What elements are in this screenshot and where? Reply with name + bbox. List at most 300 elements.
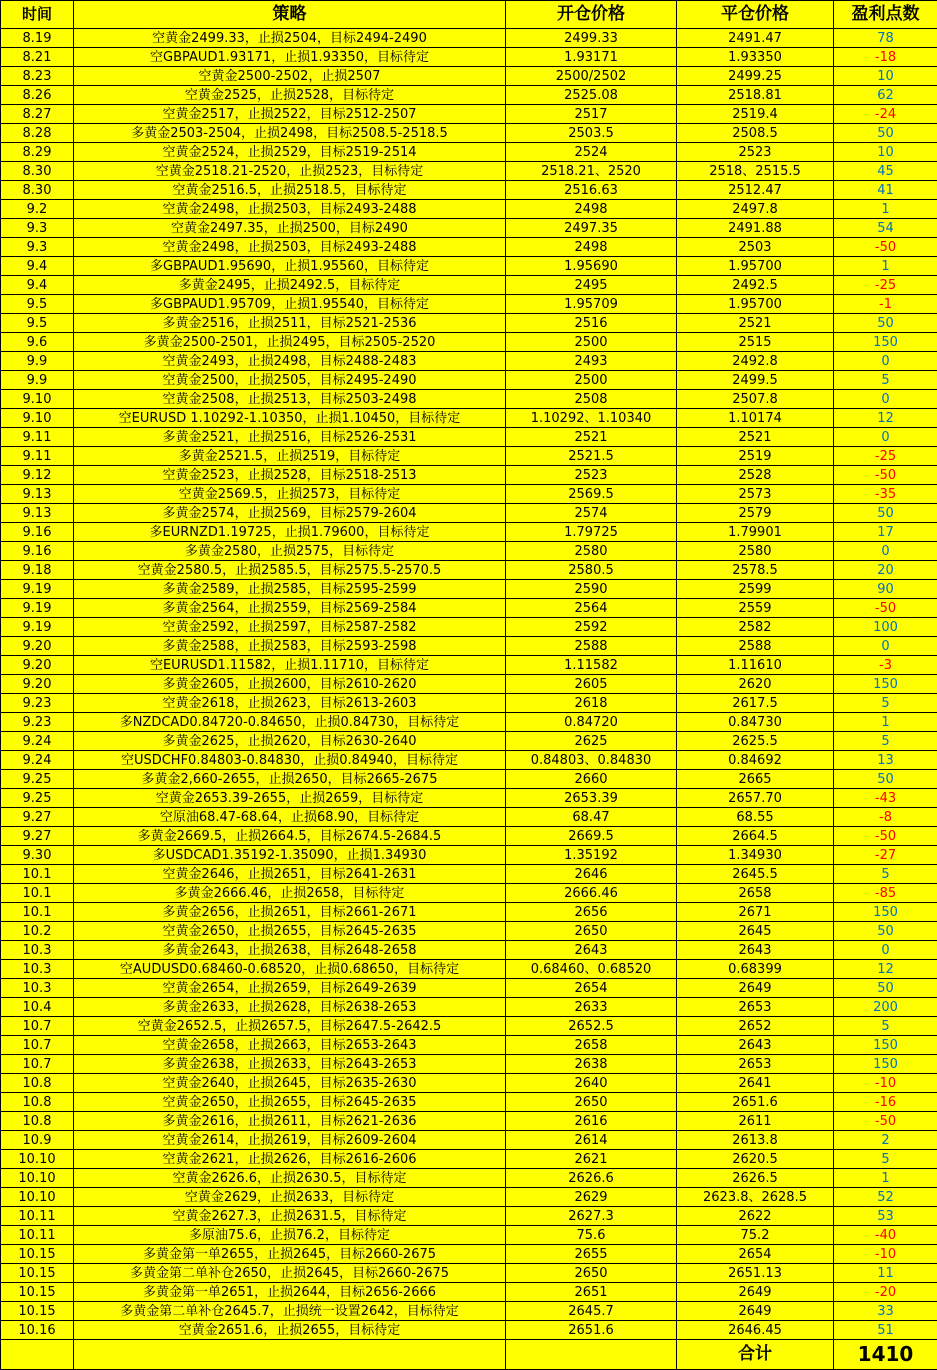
cell-close-price: 2503 (677, 238, 834, 257)
cell-profit-points: 1 (834, 257, 937, 276)
table-row (1, 732, 937, 751)
table-row (1, 257, 937, 276)
table-row (1, 143, 937, 162)
cell-strategy: 多黄金2564，止损2559，目标2569-2584 (74, 599, 506, 618)
cell-time: 9.16 (1, 523, 74, 542)
cell-close-price: 1.11610 (677, 656, 834, 675)
cell-profit-points: 20 (834, 561, 937, 580)
cell-strategy: 多黄金2503-2504，止损2498，目标2508.5-2518.5 (74, 124, 506, 143)
table-row (1, 941, 937, 960)
cell-strategy: 空黄金2652.5，止损2657.5，目标2647.5-2642.5 (74, 1017, 506, 1036)
cell-open-price: 2521.5 (506, 447, 677, 466)
cell-time: 10.10 (1, 1188, 74, 1207)
cell-open-price: 2517 (506, 105, 677, 124)
table-row (1, 998, 937, 1017)
cell-time: 9.9 (1, 371, 74, 390)
table-row (1, 903, 937, 922)
cell-close-price: 2643 (677, 1036, 834, 1055)
cell-open-price: 2651.6 (506, 1321, 677, 1340)
cell-open-price: 1.95690 (506, 257, 677, 276)
total-value: 1410 (834, 1340, 937, 1370)
cell-time: 9.11 (1, 447, 74, 466)
cell-strategy: 空黄金2525，止损2528，目标待定 (74, 86, 506, 105)
cell-time: 9.4 (1, 257, 74, 276)
cell-close-price: 2521 (677, 314, 834, 333)
cell-profit-points: 41 (834, 181, 937, 200)
cell-profit-points: -1 (834, 295, 937, 314)
table-row (1, 333, 937, 352)
cell-close-price: 2521 (677, 428, 834, 447)
cell-time: 9.12 (1, 466, 74, 485)
cell-time: 10.10 (1, 1169, 74, 1188)
cell-open-price: 2508 (506, 390, 677, 409)
table-row (1, 770, 937, 789)
cell-open-price: 2640 (506, 1074, 677, 1093)
cell-time: 9.20 (1, 656, 74, 675)
table-row (1, 694, 937, 713)
cell-profit-points: 5 (834, 694, 937, 713)
cell-profit-points: 5 (834, 1150, 937, 1169)
cell-profit-points: 50 (834, 922, 937, 941)
cell-open-price: 2658 (506, 1036, 677, 1055)
cell-close-price: 2579 (677, 504, 834, 523)
cell-strategy: 空黄金2646，止损2651，目标2641-2631 (74, 865, 506, 884)
table-row (1, 561, 937, 580)
cell-time: 9.5 (1, 295, 74, 314)
cell-strategy: 空黄金2614，止损2619，目标2609-2604 (74, 1131, 506, 1150)
cell-close-price: 1.10174 (677, 409, 834, 428)
cell-close-price: 1.34930 (677, 846, 834, 865)
cell-strategy: 多USDCAD1.35192-1.35090，止损1.34930 (74, 846, 506, 865)
cell-time: 9.24 (1, 732, 74, 751)
cell-time: 10.8 (1, 1112, 74, 1131)
table-row (1, 618, 937, 637)
cell-close-price: 2664.5 (677, 827, 834, 846)
cell-time: 9.30 (1, 846, 74, 865)
cell-profit-points: 53 (834, 1207, 937, 1226)
cell-close-price: 2641 (677, 1074, 834, 1093)
cell-time: 8.30 (1, 181, 74, 200)
cell-time: 9.11 (1, 428, 74, 447)
cell-open-price: 2516.63 (506, 181, 677, 200)
cell-strategy: 多黄金第二单补仓2650，止损2645，目标2660-2675 (74, 1264, 506, 1283)
cell-strategy: 多黄金2521，止损2516，目标2526-2531 (74, 428, 506, 447)
cell-open-price: 2614 (506, 1131, 677, 1150)
cell-time: 9.27 (1, 808, 74, 827)
cell-time: 9.23 (1, 694, 74, 713)
cell-strategy: 空黄金2618，止损2623，目标2613-2603 (74, 694, 506, 713)
cell-strategy: 空黄金2493，止损2498，目标2488-2483 (74, 352, 506, 371)
cell-time: 10.1 (1, 903, 74, 922)
cell-open-price: 2625 (506, 732, 677, 751)
cell-close-price: 2611 (677, 1112, 834, 1131)
cell-time: 9.16 (1, 542, 74, 561)
table-row (1, 523, 937, 542)
cell-profit-points: 0 (834, 352, 937, 371)
cell-strategy: 空黄金2569.5，止损2573，目标待定 (74, 485, 506, 504)
cell-strategy: 空黄金2499.33，止损2504，目标2494-2490 (74, 29, 506, 48)
cell-time: 9.18 (1, 561, 74, 580)
table-row (1, 1131, 937, 1150)
cell-strategy: 多黄金2605，止损2600，目标2610-2620 (74, 675, 506, 694)
cell-open-price: 2499.33 (506, 29, 677, 48)
cell-profit-points: 200 (834, 998, 937, 1017)
cell-open-price: 2633 (506, 998, 677, 1017)
cell-open-price: 2660 (506, 770, 677, 789)
cell-strategy: 空GBPAUD1.93171，止损1.93350，目标待定 (74, 48, 506, 67)
cell-time: 9.13 (1, 504, 74, 523)
cell-open-price: 2569.5 (506, 485, 677, 504)
cell-profit-points: 150 (834, 675, 937, 694)
cell-time: 8.28 (1, 124, 74, 143)
cell-time: 10.2 (1, 922, 74, 941)
cell-profit-points: 50 (834, 314, 937, 333)
cell-open-price: 1.10292、1.10340 (506, 409, 677, 428)
table-row (1, 485, 937, 504)
table-row (1, 1074, 937, 1093)
total-row (1, 1340, 937, 1370)
cell-open-price: 2495 (506, 276, 677, 295)
cell-close-price: 1.93350 (677, 48, 834, 67)
cell-close-price: 2512.47 (677, 181, 834, 200)
cell-strategy: 多黄金2666.46，止损2658，目标待定 (74, 884, 506, 903)
cell-open-price: 2500/2502 (506, 67, 677, 86)
cell-profit-points: 50 (834, 124, 937, 143)
cell-close-price: 2649 (677, 1283, 834, 1302)
table-row (1, 295, 937, 314)
cell-time: 10.4 (1, 998, 74, 1017)
cell-strategy: 空EURUSD1.11582，止损1.11710，目标待定 (74, 656, 506, 675)
cell-open-price: 1.11582 (506, 656, 677, 675)
cell-open-price: 2588 (506, 637, 677, 656)
cell-open-price: 2618 (506, 694, 677, 713)
cell-strategy: 空黄金2626.6，止损2630.5，目标待定 (74, 1169, 506, 1188)
cell-strategy: 空黄金2508，止损2513，目标2503-2498 (74, 390, 506, 409)
cell-time: 8.27 (1, 105, 74, 124)
cell-time: 10.16 (1, 1321, 74, 1340)
cell-time: 8.23 (1, 67, 74, 86)
cell-close-price: 1.95700 (677, 295, 834, 314)
table-row (1, 466, 937, 485)
cell-close-price: 2625.5 (677, 732, 834, 751)
cell-close-price: 0.68399 (677, 960, 834, 979)
table-row (1, 29, 937, 48)
cell-open-price: 2653.39 (506, 789, 677, 808)
header-open-price: 开仓价格 (506, 1, 677, 29)
cell-time: 10.3 (1, 960, 74, 979)
cell-profit-points: 0 (834, 428, 937, 447)
cell-strategy: 多黄金2616，止损2611，目标2621-2636 (74, 1112, 506, 1131)
cell-strategy: 空黄金2498，止损2503，目标2493-2488 (74, 200, 506, 219)
cell-close-price: 2507.8 (677, 390, 834, 409)
cell-time: 9.3 (1, 238, 74, 257)
table-row (1, 390, 937, 409)
cell-close-price: 2651.6 (677, 1093, 834, 1112)
cell-strategy: 空黄金2651.6，止损2655，目标待定 (74, 1321, 506, 1340)
cell-close-price: 2649 (677, 979, 834, 998)
table-row (1, 675, 937, 694)
cell-close-price: 75.2 (677, 1226, 834, 1245)
cell-time: 9.10 (1, 390, 74, 409)
cell-profit-points: -18 (834, 48, 937, 67)
cell-open-price: 2654 (506, 979, 677, 998)
cell-profit-points: 5 (834, 371, 937, 390)
cell-open-price: 2574 (506, 504, 677, 523)
cell-time: 9.23 (1, 713, 74, 732)
cell-strategy: 多黄金2625，止损2620，目标2630-2640 (74, 732, 506, 751)
table-row (1, 808, 937, 827)
cell-close-price: 2573 (677, 485, 834, 504)
table-row (1, 827, 937, 846)
table-row (1, 181, 937, 200)
cell-strategy: 空黄金2524，止损2529，目标2519-2514 (74, 143, 506, 162)
cell-open-price: 2616 (506, 1112, 677, 1131)
cell-open-price: 2590 (506, 580, 677, 599)
cell-strategy: 空黄金2498，止损2503，目标2493-2488 (74, 238, 506, 257)
cell-close-price: 2582 (677, 618, 834, 637)
cell-strategy: 空EURUSD 1.10292-1.10350，止损1.10450，目标待定 (74, 409, 506, 428)
cell-time: 10.1 (1, 884, 74, 903)
cell-open-price: 0.68460、0.68520 (506, 960, 677, 979)
cell-profit-points: -35 (834, 485, 937, 504)
header-close-price: 平仓价格 (677, 1, 834, 29)
table-row (1, 656, 937, 675)
table-row (1, 1036, 937, 1055)
header-time: 时间 (1, 1, 74, 29)
table-row (1, 580, 937, 599)
cell-strategy: 空黄金2650，止损2655，目标2645-2635 (74, 922, 506, 941)
table-row (1, 1264, 937, 1283)
cell-time: 10.7 (1, 1017, 74, 1036)
cell-profit-points: -25 (834, 276, 937, 295)
cell-close-price: 2651.13 (677, 1264, 834, 1283)
cell-open-price: 2521 (506, 428, 677, 447)
table-row (1, 1017, 937, 1036)
cell-open-price: 2580.5 (506, 561, 677, 580)
cell-open-price: 2669.5 (506, 827, 677, 846)
cell-time: 10.10 (1, 1150, 74, 1169)
cell-profit-points: 10 (834, 143, 937, 162)
table-row (1, 865, 937, 884)
cell-profit-points: -8 (834, 808, 937, 827)
table-row (1, 1055, 937, 1074)
header-row (1, 1, 937, 29)
cell-open-price: 0.84720 (506, 713, 677, 732)
cell-close-price: 2491.88 (677, 219, 834, 238)
cell-open-price: 2497.35 (506, 219, 677, 238)
cell-profit-points: 90 (834, 580, 937, 599)
table-row (1, 637, 937, 656)
table-row (1, 599, 937, 618)
cell-strategy: 多黄金2669.5，止损2664.5，目标2674.5-2684.5 (74, 827, 506, 846)
cell-profit-points: 5 (834, 1017, 937, 1036)
cell-close-price: 2508.5 (677, 124, 834, 143)
cell-profit-points: -50 (834, 466, 937, 485)
cell-open-price: 1.95709 (506, 295, 677, 314)
cell-close-price: 0.84730 (677, 713, 834, 732)
cell-strategy: 空黄金2580.5，止损2585.5，目标2575.5-2570.5 (74, 561, 506, 580)
cell-profit-points: 50 (834, 504, 937, 523)
cell-open-price: 2646 (506, 865, 677, 884)
table-row (1, 1112, 937, 1131)
cell-strategy: 多黄金2521.5，止损2519，目标待定 (74, 447, 506, 466)
cell-profit-points: 50 (834, 770, 937, 789)
table-row (1, 1093, 937, 1112)
cell-profit-points: 0 (834, 941, 937, 960)
cell-time: 9.24 (1, 751, 74, 770)
cell-profit-points: 150 (834, 333, 937, 352)
cell-close-price: 2519 (677, 447, 834, 466)
cell-strategy: 空黄金2497.35，止损2500，目标2490 (74, 219, 506, 238)
cell-strategy: 空黄金2627.3，止损2631.5，目标待定 (74, 1207, 506, 1226)
cell-strategy: 多黄金第一单2651，止损2644，目标2656-2666 (74, 1283, 506, 1302)
table-row (1, 979, 937, 998)
table-row (1, 67, 937, 86)
cell-profit-points: 0 (834, 542, 937, 561)
cell-close-price: 2622 (677, 1207, 834, 1226)
cell-time: 10.11 (1, 1226, 74, 1245)
cell-open-price: 1.79725 (506, 523, 677, 542)
table-row (1, 1150, 937, 1169)
cell-close-price: 2523 (677, 143, 834, 162)
cell-close-price: 2515 (677, 333, 834, 352)
cell-close-price: 2620.5 (677, 1150, 834, 1169)
cell-open-price: 75.6 (506, 1226, 677, 1245)
cell-strategy: 多黄金2,660-2655，止损2650，目标2665-2675 (74, 770, 506, 789)
cell-open-price: 2500 (506, 371, 677, 390)
cell-open-price: 2645.7 (506, 1302, 677, 1321)
cell-profit-points: -43 (834, 789, 937, 808)
cell-time: 9.2 (1, 200, 74, 219)
table-row (1, 1207, 937, 1226)
cell-profit-points: 10 (834, 67, 937, 86)
cell-open-price: 2605 (506, 675, 677, 694)
cell-time: 9.6 (1, 333, 74, 352)
cell-strategy: 多黄金第一单2655，止损2645，目标2660-2675 (74, 1245, 506, 1264)
cell-time: 10.8 (1, 1093, 74, 1112)
cell-strategy: 空黄金2621，止损2626，目标2616-2606 (74, 1150, 506, 1169)
cell-time: 8.30 (1, 162, 74, 181)
cell-close-price: 1.79901 (677, 523, 834, 542)
cell-profit-points: -3 (834, 656, 937, 675)
cell-strategy: 多黄金2588，止损2583，目标2593-2598 (74, 637, 506, 656)
cell-time: 9.27 (1, 827, 74, 846)
cell-profit-points: 50 (834, 979, 937, 998)
cell-open-price: 2650 (506, 922, 677, 941)
cell-profit-points: -10 (834, 1074, 937, 1093)
cell-open-price: 2652.5 (506, 1017, 677, 1036)
cell-time: 10.15 (1, 1245, 74, 1264)
cell-profit-points: 150 (834, 1055, 937, 1074)
total-empty-cell (1, 1340, 74, 1370)
cell-profit-points: 13 (834, 751, 937, 770)
total-empty-cell (506, 1340, 677, 1370)
cell-strategy: 多黄金2656，止损2651，目标2661-2671 (74, 903, 506, 922)
cell-profit-points: -20 (834, 1283, 937, 1302)
table-row (1, 713, 937, 732)
cell-open-price: 2500 (506, 333, 677, 352)
cell-open-price: 0.84803、0.84830 (506, 751, 677, 770)
cell-profit-points: 1 (834, 200, 937, 219)
cell-strategy: 多EURNZD1.19725，止损1.79600，目标待定 (74, 523, 506, 542)
table-row (1, 504, 937, 523)
cell-time: 9.4 (1, 276, 74, 295)
cell-open-price: 2498 (506, 238, 677, 257)
cell-close-price: 2578.5 (677, 561, 834, 580)
cell-time: 9.20 (1, 637, 74, 656)
cell-strategy: 空原油68.47-68.64，止损68.90，目标待定 (74, 808, 506, 827)
cell-time: 10.8 (1, 1074, 74, 1093)
table-row (1, 751, 937, 770)
table-row (1, 276, 937, 295)
cell-close-price: 2623.8、2628.5 (677, 1188, 834, 1207)
cell-close-price: 2499.25 (677, 67, 834, 86)
cell-close-price: 2499.5 (677, 371, 834, 390)
cell-profit-points: -27 (834, 846, 937, 865)
cell-profit-points: -50 (834, 1112, 937, 1131)
cell-time: 10.15 (1, 1302, 74, 1321)
cell-time: 8.19 (1, 29, 74, 48)
table-row (1, 352, 937, 371)
cell-profit-points: 54 (834, 219, 937, 238)
cell-close-price: 2645 (677, 922, 834, 941)
cell-close-price: 2658 (677, 884, 834, 903)
table-row (1, 409, 937, 428)
cell-strategy: 空黄金2517，止损2522，目标2512-2507 (74, 105, 506, 124)
cell-close-price: 2643 (677, 941, 834, 960)
table-row (1, 789, 937, 808)
cell-open-price: 2503.5 (506, 124, 677, 143)
table-row (1, 86, 937, 105)
table-row (1, 1188, 937, 1207)
cell-open-price: 1.35192 (506, 846, 677, 865)
table-row (1, 105, 937, 124)
cell-profit-points: 51 (834, 1321, 937, 1340)
cell-time: 9.25 (1, 789, 74, 808)
table-row (1, 48, 937, 67)
table-row (1, 1283, 937, 1302)
cell-close-price: 2652 (677, 1017, 834, 1036)
cell-time: 10.11 (1, 1207, 74, 1226)
cell-strategy: 多黄金2589，止损2585，目标2595-2599 (74, 580, 506, 599)
cell-close-price: 2559 (677, 599, 834, 618)
cell-open-price: 1.93171 (506, 48, 677, 67)
cell-close-price: 2653 (677, 1055, 834, 1074)
cell-strategy: 多黄金2500-2501，止损2495，目标2505-2520 (74, 333, 506, 352)
cell-strategy: 空黄金2500，止损2505，目标2495-2490 (74, 371, 506, 390)
cell-open-price: 2666.46 (506, 884, 677, 903)
cell-time: 10.7 (1, 1055, 74, 1074)
cell-time: 9.19 (1, 618, 74, 637)
cell-time: 9.19 (1, 580, 74, 599)
cell-close-price: 2671 (677, 903, 834, 922)
table-row (1, 960, 937, 979)
cell-open-price: 2651 (506, 1283, 677, 1302)
cell-open-price: 2525.08 (506, 86, 677, 105)
cell-profit-points: 5 (834, 865, 937, 884)
table-row (1, 428, 937, 447)
cell-open-price: 2564 (506, 599, 677, 618)
table-row (1, 447, 937, 466)
table-row (1, 1245, 937, 1264)
cell-profit-points: 11 (834, 1264, 937, 1283)
cell-close-price: 0.84692 (677, 751, 834, 770)
header-strategy: 策略 (74, 1, 506, 29)
cell-time: 9.10 (1, 409, 74, 428)
cell-profit-points: -50 (834, 827, 937, 846)
cell-time: 10.3 (1, 941, 74, 960)
cell-close-price: 2492.8 (677, 352, 834, 371)
